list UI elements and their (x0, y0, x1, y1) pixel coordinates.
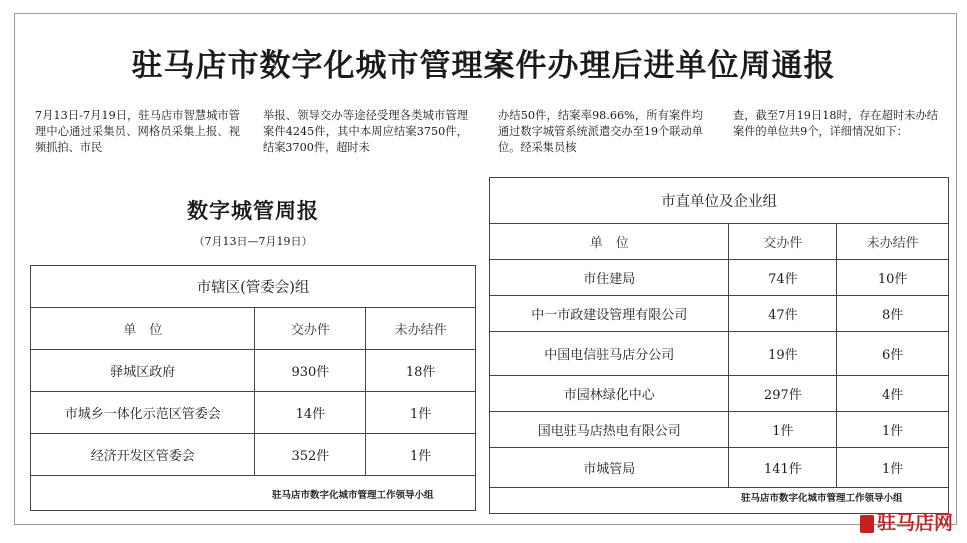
logo-badge-icon (860, 515, 874, 533)
pending-cell: 8件 (837, 296, 949, 332)
footer-signature-left: 驻马店市数字化城市管理工作领导小组 (272, 490, 434, 501)
group-name: 市直单位及企业组 (490, 178, 949, 224)
unit-cell: 中国电信驻马店分公司 (490, 332, 729, 376)
intro-paragraph-2: 举报、领导交办等途径受理各类城市管理案件4245件，其中本周应结案3750件，结案3700件，超时未 (263, 109, 468, 154)
intro-paragraph-3: 办结50件，结案率98.66%，所有案件均通过数字城管系统派遣交办至19个联动单位。经采集员核 (498, 109, 703, 154)
table-header-row (490, 224, 949, 260)
header-unit: 单 位 (31, 308, 255, 350)
assigned-cell: 47件 (729, 296, 837, 332)
report-title: 数字城管周报 (187, 199, 319, 223)
table-row (490, 376, 949, 412)
pending-cell: 6件 (837, 332, 949, 376)
page-title: 驻马店市数字化城市管理案件办理后进单位周通报 (131, 48, 836, 84)
assigned-cell: 930件 (255, 350, 366, 392)
unit-cell: 驿城区政府 (31, 350, 255, 392)
table-row (490, 260, 949, 296)
assigned-cell: 19件 (729, 332, 837, 376)
header-assigned: 交办件 (729, 224, 837, 260)
assigned-cell: 141件 (729, 448, 837, 488)
table-row (490, 296, 949, 332)
report-date: （7月13日—7月19日） (193, 235, 313, 248)
header-pending: 未办结件 (366, 308, 476, 350)
assigned-cell: 1件 (729, 412, 837, 448)
table-row (490, 332, 949, 376)
intro-paragraph-4: 查，截至7月19日18时，存在超时未办结案件的单位共9个，详细情况如下： (733, 109, 938, 138)
unit-cell: 国电驻马店热电有限公司 (490, 412, 729, 448)
pending-cell: 1件 (366, 434, 476, 476)
watermark-text: 驻马店网 (876, 512, 953, 534)
unit-cell: 市城管局 (490, 448, 729, 488)
header-assigned: 交办件 (255, 308, 366, 350)
pending-cell: 10件 (837, 260, 949, 296)
table-row (31, 392, 476, 434)
unit-cell: 市住建局 (490, 260, 729, 296)
header-pending: 未办结件 (837, 224, 949, 260)
district-group-table (30, 265, 476, 511)
assigned-cell: 14件 (255, 392, 366, 434)
unit-cell: 经济开发区管委会 (31, 434, 255, 476)
assigned-cell: 297件 (729, 376, 837, 412)
intro-paragraph-1: 7月13日-7月19日，驻马店市智慧城市管理中心通过采集员、网格员采集上报、视频抓拍、市民 (35, 109, 240, 154)
table-row (490, 412, 949, 448)
unit-cell: 市园林绿化中心 (490, 376, 729, 412)
pending-cell: 4件 (837, 376, 949, 412)
footer-signature-right: 驻马店市数字化城市管理工作领导小组 (741, 493, 903, 504)
pending-cell: 1件 (366, 392, 476, 434)
table-row (31, 434, 476, 476)
pending-cell: 1件 (837, 448, 949, 488)
header-unit: 单 位 (490, 224, 729, 260)
watermark-logo (860, 508, 953, 535)
unit-cell: 市城乡一体化示范区管委会 (31, 392, 255, 434)
table-header-row (31, 308, 476, 350)
pending-cell: 1件 (837, 412, 949, 448)
assigned-cell: 352件 (255, 434, 366, 476)
table-row (490, 448, 949, 488)
group-name: 市辖区(管委会)组 (31, 266, 476, 308)
assigned-cell: 74件 (729, 260, 837, 296)
unit-cell: 中一市政建设管理有限公司 (490, 296, 729, 332)
enterprise-group-table (489, 177, 949, 514)
pending-cell: 18件 (366, 350, 476, 392)
table-row (31, 350, 476, 392)
